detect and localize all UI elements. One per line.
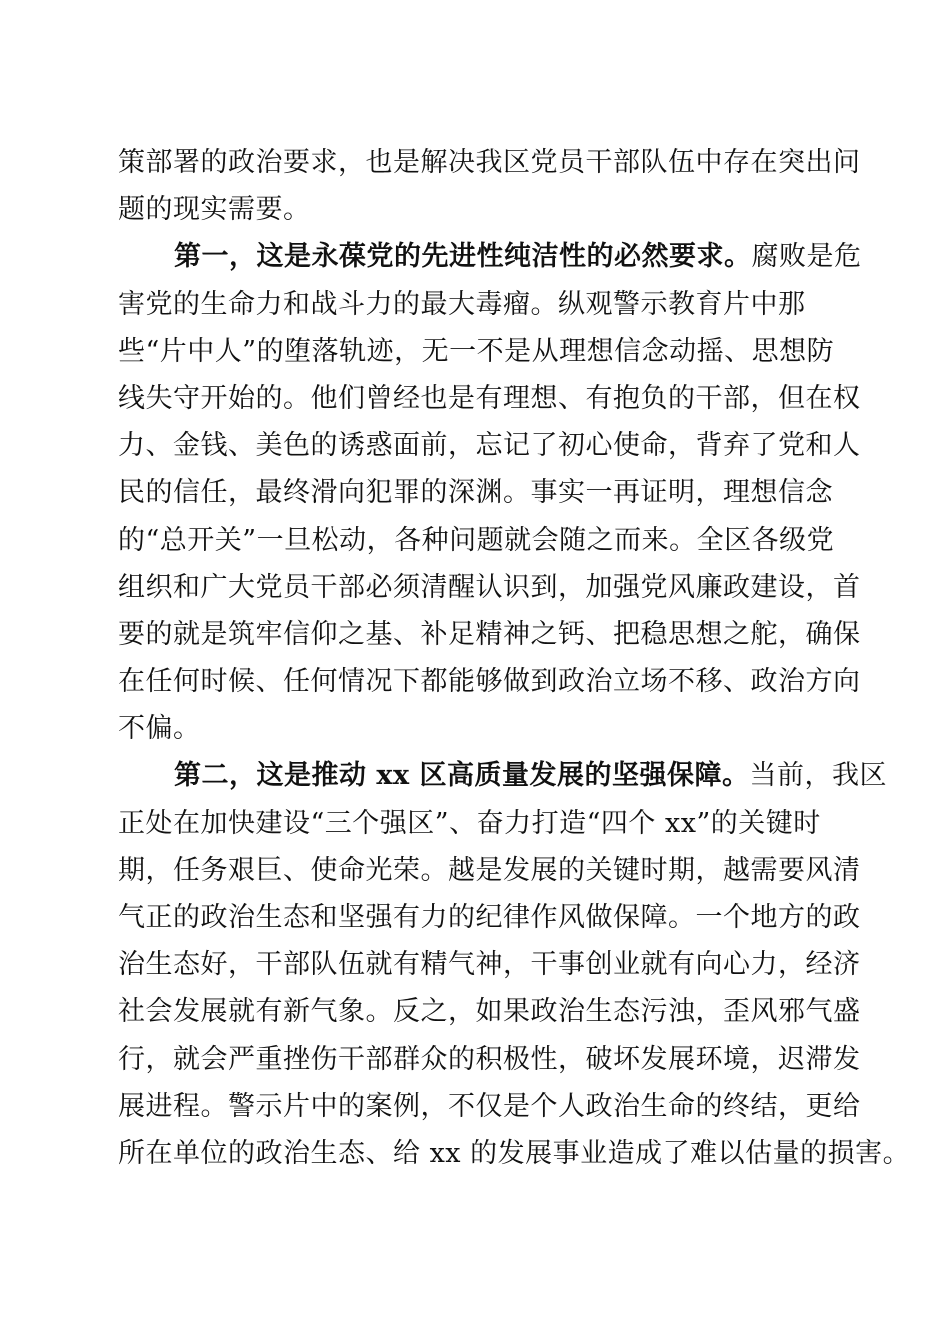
paragraph-first-line (118, 752, 887, 799)
paragraph-second (118, 752, 911, 1177)
text-line: 期，任务艰巨、使命光荣。越是发展的关键时期，越需要风清 (118, 854, 861, 886)
text-line: 的“总开关”一旦松动，各种问题就会随之而来。全区各级党 (118, 524, 835, 556)
intro-paragraph (118, 139, 861, 233)
paragraph-lead-sentence: 第二，这是推动 xx 区高质量发展的坚强保障。 (174, 760, 750, 792)
text-line: 策部署的政治要求，也是解决我区党员干部队伍中存在突出问 (118, 147, 861, 178)
text-line: 些“片中人”的堕落轨迹，无一不是从理想信念动摇、思想防 (118, 335, 835, 367)
paragraph-first-line (118, 233, 862, 280)
text-line: 要的就是筑牢信仰之基、补足精神之钙、把稳思想之舵，确保 (118, 618, 861, 650)
text-line: 所在单位的政治生态、给 xx 的发展事业造成了难以估量的损害。 (118, 1137, 911, 1169)
text-line: 行，就会严重挫伤干部群众的积极性，破坏发展环境，迟滞发 (118, 1043, 861, 1075)
text-line: 在任何时候、任何情况下都能够做到政治立场不移、政治方向 (118, 666, 861, 698)
text-line: 线失守开始的。他们曾经也是有理想、有抱负的干部，但在权 (118, 382, 861, 414)
paragraph-first (118, 233, 862, 752)
text-line: 社会发展就有新气象。反之，如果政治生态污浊，歪风邪气盛 (118, 996, 861, 1028)
text-line: 害党的生命力和战斗力的最大毒瘤。纵观警示教育片中那 (118, 288, 806, 320)
text-line: 民的信任，最终滑向犯罪的深渊。事实一再证明，理想信念 (118, 477, 833, 509)
text-line: 治生态好，干部队伍就有精气神，干事创业就有向心力，经济 (118, 949, 861, 981)
text-line: 组织和广大党员干部必须清醒认识到，加强党风廉政建设，首 (118, 571, 861, 603)
text-line: 气正的政治生态和坚强有力的纪律作风做保障。一个地方的政 (118, 902, 861, 933)
text-run: 当前，我区 (749, 760, 887, 792)
text-line: 不偏。 (118, 713, 201, 745)
text-line: 题的现实需要。 (118, 194, 311, 226)
text-line: 展进程。警示片中的案例，不仅是个人政治生命的终结，更给 (118, 1090, 861, 1122)
text-line: 正处在加快建设“三个强区”、奋力打造“四个 xx”的关键时 (118, 807, 821, 839)
text-run: 腐败是危 (751, 241, 862, 273)
text-line: 力、金钱、美色的诱惑面前，忘记了初心使命，背弃了党和人 (118, 430, 861, 462)
paragraph-lead-sentence: 第一，这是永葆党的先进性纯洁性的必然要求。 (174, 241, 752, 273)
document-body (118, 139, 911, 1177)
